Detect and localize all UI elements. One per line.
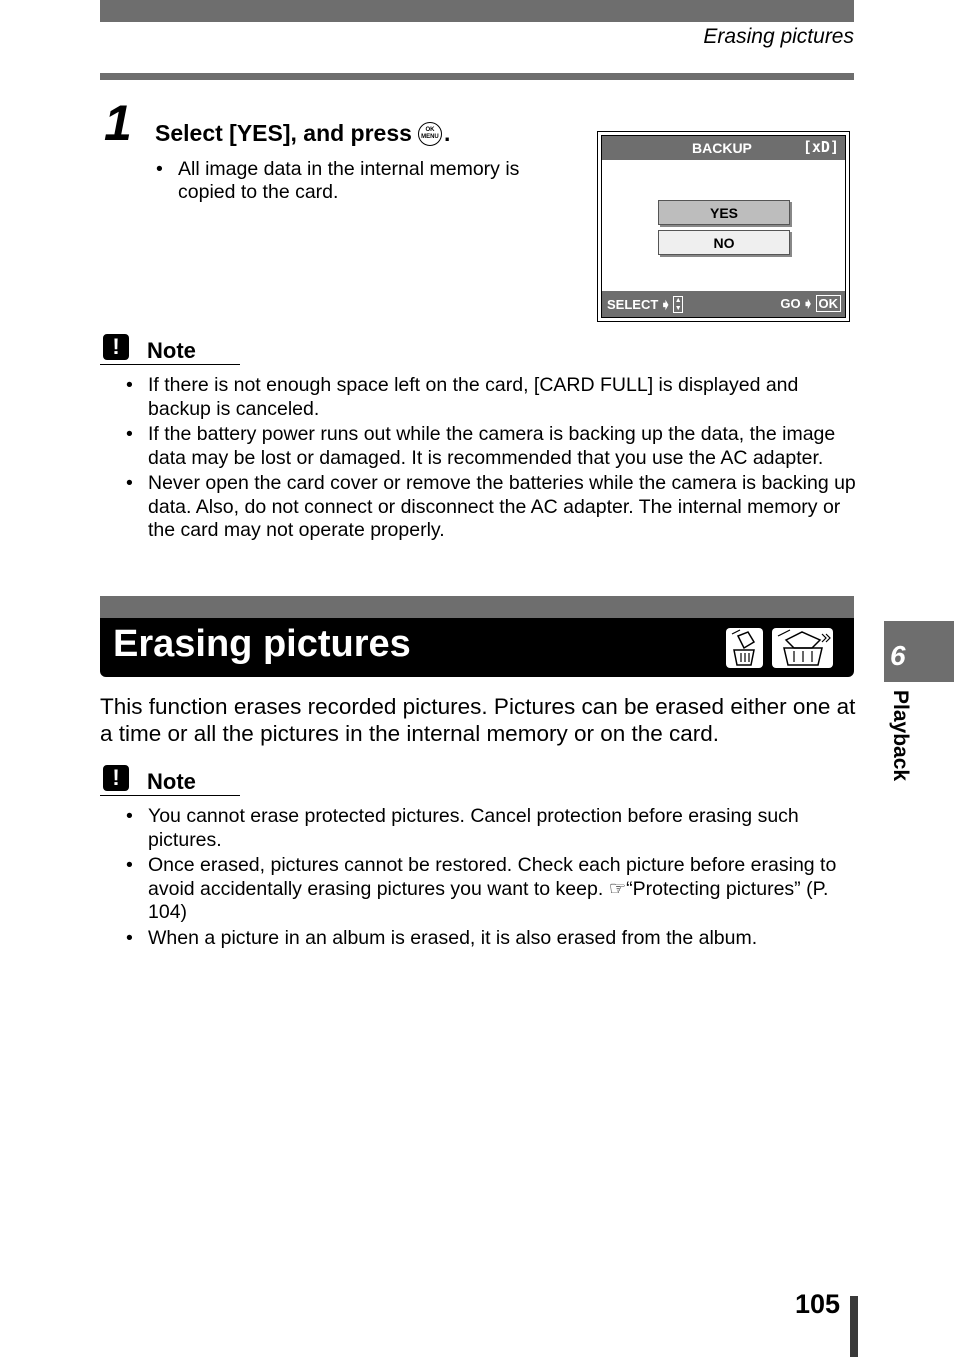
note-heading [100,765,240,796]
note-item: • You cannot erase protected pictures. Cancel protection before erasing such pictures. [124,805,860,852]
cross-reference-link[interactable]: “Protecting pictures” (P. 104) [148,877,829,923]
page-edge-bar [850,1296,858,1357]
single-erase-icon [726,628,763,668]
all-erase-icon [772,628,833,668]
step-number: 1 [104,95,132,151]
step-title [155,120,450,147]
chapter-number: 6 [890,640,906,671]
go-label: GO [780,296,801,311]
option-yes[interactable]: YES [658,200,790,225]
menu-label: MENU [421,133,439,140]
section-bar [100,596,854,618]
ok-menu-button-icon [418,122,442,146]
note-item: • Never open the card cover or remove the batteries while the camera is backing up data. Also, do not connect or disconnect the AC adapter. The internal memory or the card may not operate properly. [124,472,860,543]
lcd-header [602,136,845,160]
note-list [124,805,860,952]
note-item [124,854,860,925]
arrow-right-icon: ➧ [660,296,672,312]
header-bar [100,0,854,22]
note-item: • If there is not enough space left on the card, [CARD FULL] is displayed and backup is canceled. [124,374,860,421]
note-heading [100,334,240,365]
exclamation-icon: ! [103,765,129,791]
select-label: SELECT [607,297,659,312]
exclamation-icon: ! [103,334,129,360]
section-title: Erasing pictures [113,623,411,665]
ok-label: OK [425,126,435,133]
lcd-title: BACKUP [692,140,752,156]
note-list [124,374,860,545]
note-label: Note [147,338,196,363]
step-bullets [154,158,554,204]
up-down-icon: ▲ ▼ [674,297,682,312]
note-item-text: Once erased, pictures cannot be restored. Check each picture before erasing to avoid accidentally erasing pictures you want to keep. [148,854,837,900]
header-rule [100,73,854,80]
section-intro: This function erases recorded pictures. Pictures can be erased either one at a time or all the pictures in the internal memory or on the card. [100,694,856,746]
ok-box: OK [816,295,842,312]
arrow-right-icon: ➧ [802,295,814,311]
note-item: • When a picture in an album is erased, it is also erased from the album. [124,927,860,951]
note-item: • If the battery power runs out while the camera is backing up the data, the image data may be lost or damaged. It is recommended that you use the AC adapter. [124,423,860,470]
step-title-text: Select [YES], and press [155,120,412,146]
note-label: Note [147,769,196,794]
step-bullet: • All image data in the internal memory is copied to the card. [154,158,554,204]
option-no[interactable]: NO [658,230,790,255]
xd-card-icon: [xD] [802,138,839,156]
lcd-footer [602,291,845,317]
step-title-period: . [443,120,451,146]
chapter-label: Playback [889,690,912,782]
running-title: Erasing pictures [703,25,854,48]
page-number: 105 [794,1289,840,1319]
reference-hand-icon: ☞ [608,877,627,900]
camera-screen [597,131,850,322]
